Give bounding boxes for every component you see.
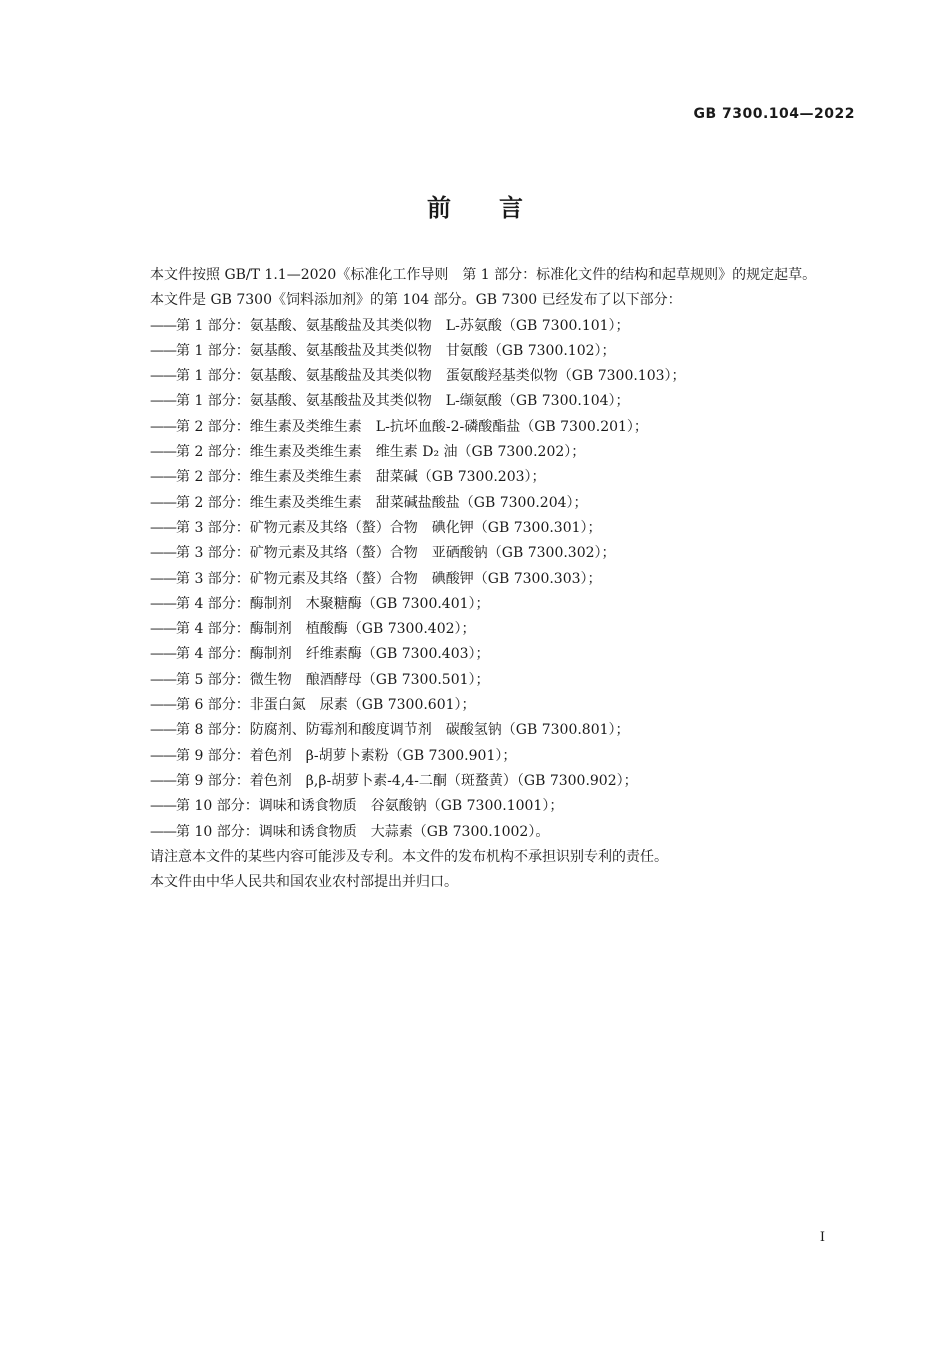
list-item: ——第 9 部分：着色剂 β-胡萝卜素粉（GB 7300.901）；	[150, 747, 517, 764]
list-item: ——第 2 部分：维生素及类维生素 维生素 D₂ 油（GB 7300.202）；	[150, 444, 586, 461]
list-dash: ——	[150, 772, 176, 789]
list-dash: ——	[150, 494, 176, 511]
list-item: ——第 1 部分：氨基酸、氨基酸盐及其类似物 L-缬氨酸（GB 7300.104）；	[150, 393, 630, 410]
series-intro-paragraph: 本文件是 GB 7300《饲料添加剂》的第 104 部分。GB 7300 已经发布了以下部分：	[150, 292, 682, 309]
list-dash: ——	[150, 823, 176, 840]
published-parts-list	[122, 314, 858, 845]
list-dash: ——	[150, 595, 176, 612]
list-item: ——第 6 部分：非蛋白氮 尿素（GB 7300.601）；	[150, 697, 476, 714]
patent-notice-paragraph: 请注意本文件的某些内容可能涉及专利。本文件的发布机构不承担识别专利的责任。	[150, 848, 668, 865]
page-title: 前言	[427, 194, 571, 222]
preface-body	[122, 263, 858, 895]
list-item: ——第 9 部分：着色剂 β,β-胡萝卜素-4,4-二酮（斑蝥黄）（GB 7300.902）；	[150, 772, 638, 789]
list-dash: ——	[150, 646, 176, 663]
list-item: ——第 2 部分：维生素及类维生素 甜菜碱（GB 7300.203）；	[150, 469, 546, 486]
list-item: ——第 2 部分：维生素及类维生素 L-抗坏血酸-2-磷酸酯盐（GB 7300.201）；	[150, 418, 648, 435]
list-item: ——第 4 部分：酶制剂 植酸酶（GB 7300.402）；	[150, 621, 476, 638]
list-dash: ——	[150, 317, 176, 334]
list-dash: ——	[150, 747, 176, 764]
list-dash: ——	[150, 444, 176, 461]
list-item: ——第 4 部分：酶制剂 木聚糖酶（GB 7300.401）；	[150, 595, 490, 612]
list-dash: ——	[150, 418, 176, 435]
list-item: ——第 3 部分：矿物元素及其络（螯）合物 亚硒酸钠（GB 7300.302）；	[150, 545, 616, 562]
list-item: ——第 1 部分：氨基酸、氨基酸盐及其类似物 蛋氨酸羟基类似物（GB 7300.103）；	[150, 368, 686, 385]
list-dash: ——	[150, 697, 176, 714]
list-dash: ——	[150, 519, 176, 536]
list-item: ——第 2 部分：维生素及类维生素 甜菜碱盐酸盐（GB 7300.204）；	[150, 494, 588, 511]
list-item: ——第 1 部分：氨基酸、氨基酸盐及其类似物 L-苏氨酸（GB 7300.101）；	[150, 317, 630, 334]
list-item: ——第 8 部分：防腐剂、防霉剂和酸度调节剂 碳酸氢钠（GB 7300.801）；	[150, 722, 630, 739]
list-dash: ——	[150, 545, 176, 562]
list-dash: ——	[150, 368, 176, 385]
list-item: ——第 5 部分：微生物 酿酒酵母（GB 7300.501）；	[150, 671, 490, 688]
list-dash: ——	[150, 621, 176, 638]
list-item: ——第 3 部分：矿物元素及其络（螯）合物 碘酸钾（GB 7300.303）；	[150, 570, 602, 587]
list-item: ——第 3 部分：矿物元素及其络（螯）合物 碘化钾（GB 7300.301）；	[150, 519, 602, 536]
drafting-rules-paragraph: 本文件按照 GB/T 1.1—2020《标准化工作导则 第 1 部分：标准化文件的结构和起草规则》的规定起草。	[150, 267, 817, 283]
list-item: ——第 1 部分：氨基酸、氨基酸盐及其类似物 甘氨酸（GB 7300.102）；	[150, 342, 616, 359]
list-item: ——第 4 部分：酶制剂 纤维素酶（GB 7300.403）；	[150, 646, 490, 663]
list-dash: ——	[150, 671, 176, 688]
list-dash: ——	[150, 722, 176, 739]
page-number: I	[819, 1230, 825, 1245]
list-dash: ——	[150, 798, 176, 815]
list-dash: ——	[150, 393, 176, 410]
proposing-body-paragraph: 本文件由中华人民共和国农业农村部提出并归口。	[150, 874, 458, 891]
standard-number: GB 7300.104—2022	[693, 106, 855, 122]
list-dash: ——	[150, 570, 176, 587]
list-item: ——第 10 部分：调味和诱食物质 谷氨酸钠（GB 7300.1001）；	[150, 798, 564, 815]
list-dash: ——	[150, 342, 176, 359]
list-item: ——第 10 部分：调味和诱食物质 大蒜素（GB 7300.1002）。	[150, 823, 550, 840]
list-dash: ——	[150, 469, 176, 486]
